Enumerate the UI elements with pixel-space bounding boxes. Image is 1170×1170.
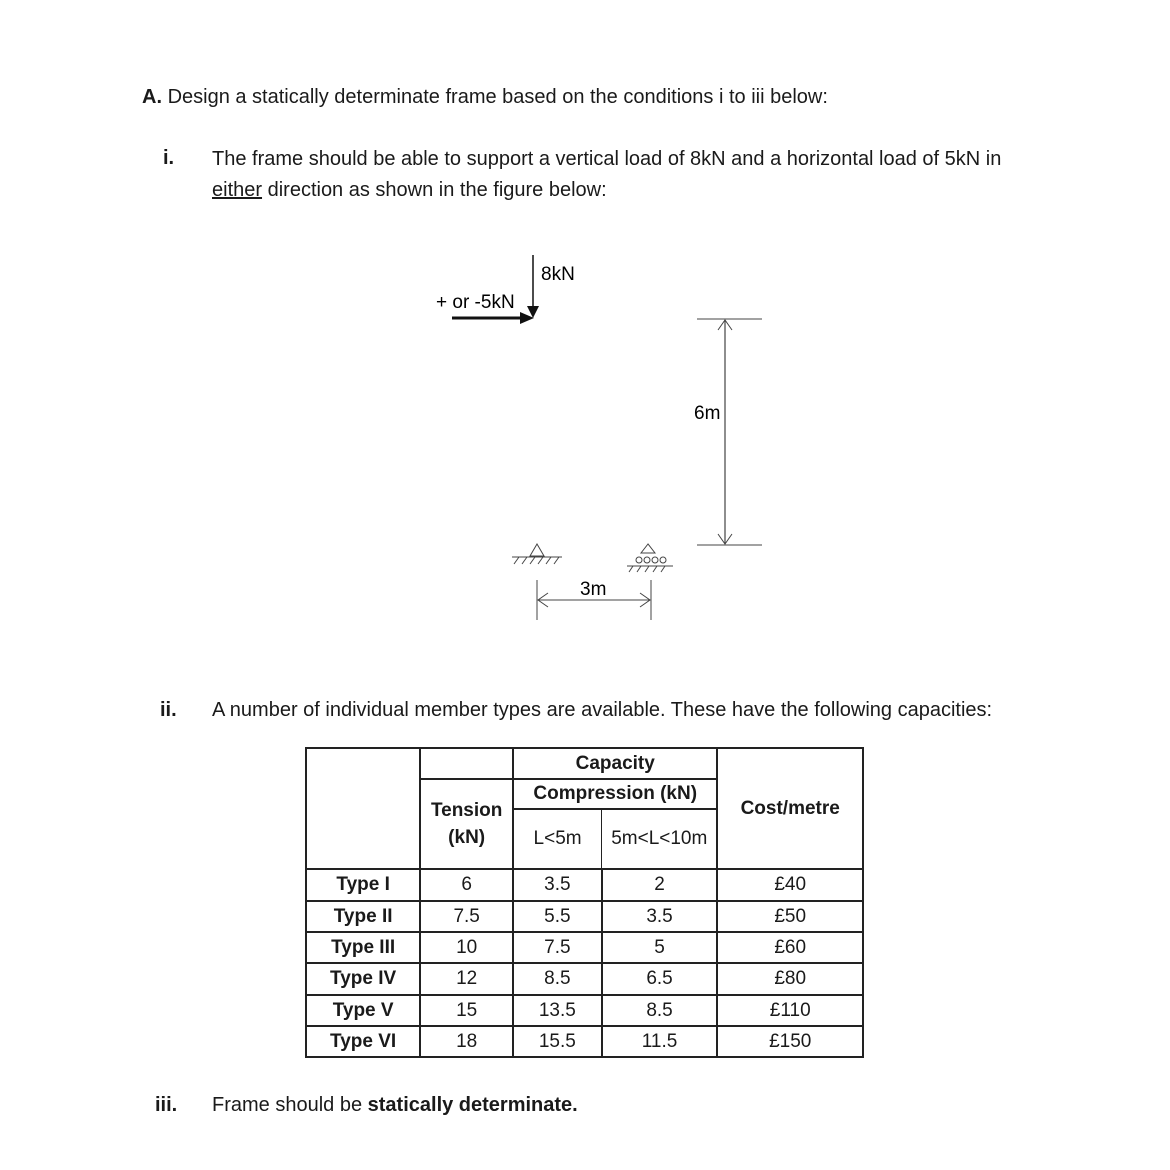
condition-iii-bold: statically determinate. [367, 1094, 578, 1116]
row-long: 6.5 [602, 963, 718, 995]
horizontal-load-label: + or -5kN [436, 292, 515, 313]
row-long: 3.5 [602, 901, 718, 932]
row-tension: 15 [420, 995, 513, 1026]
row-type: Type VI [306, 1026, 420, 1057]
row-tension: 12 [420, 963, 513, 995]
row-long: 8.5 [602, 995, 718, 1026]
table-row [306, 869, 863, 901]
cost-header: Cost/metre [717, 748, 863, 869]
row-type: Type II [306, 901, 420, 932]
row-cost: £150 [717, 1026, 863, 1057]
capacity-table [305, 747, 864, 1058]
table-row [306, 963, 863, 995]
table-row [306, 995, 863, 1026]
row-cost: £80 [717, 963, 863, 995]
condition-iii-text [212, 1090, 578, 1121]
condition-iii-text-before: Frame should be [212, 1094, 368, 1116]
row-short: 15.5 [513, 1026, 602, 1057]
condition-i-numeral: i. [163, 147, 175, 169]
condition-ii-numeral: ii. [160, 699, 177, 721]
row-short: 13.5 [513, 995, 602, 1026]
row-cost: £110 [717, 995, 863, 1026]
row-tension: 10 [420, 932, 513, 963]
row-cost: £50 [717, 901, 863, 932]
row-short: 3.5 [513, 869, 602, 901]
short-length-header: L<5m [513, 809, 602, 869]
capacity-header: Capacity [513, 748, 717, 779]
row-tension: 18 [420, 1026, 513, 1057]
table-row [306, 932, 863, 963]
condition-iii-numeral: iii. [155, 1094, 178, 1116]
condition-i-text-before: The frame should be able to support a vertical load of 8kN and a horizontal load of 5kN in [212, 148, 1002, 170]
long-length-header: 5m<L<10m [602, 809, 718, 869]
compression-header: Compression (kN) [513, 779, 717, 809]
section-label: A. [142, 86, 162, 108]
table-row [306, 1026, 863, 1057]
row-long: 5 [602, 932, 718, 963]
height-dim-label: 6m [694, 403, 721, 424]
condition-ii-text: A number of individual member types are available. These have the following capacities: [212, 699, 993, 721]
condition-i-text-after: direction as shown in the figure below: [262, 179, 607, 201]
row-tension: 6 [420, 869, 513, 901]
pin-support [512, 544, 562, 564]
row-short: 7.5 [513, 932, 602, 963]
row-type: Type III [306, 932, 420, 963]
row-cost: £60 [717, 932, 863, 963]
condition-i-underlined: either [212, 179, 263, 201]
tension-header-line1: Tension [430, 800, 503, 821]
row-tension: 7.5 [420, 901, 513, 932]
row-type: Type IV [306, 963, 420, 995]
row-cost: £40 [717, 869, 863, 901]
row-long: 11.5 [602, 1026, 718, 1057]
row-type: Type I [306, 869, 420, 901]
table-corner-cell [306, 748, 420, 869]
row-short: 8.5 [513, 963, 602, 995]
section-heading-text: Design a statically determinate frame based on the conditions i to iii below: [167, 86, 828, 108]
row-long: 2 [602, 869, 718, 901]
tension-header [420, 779, 513, 869]
vertical-load-label: 8kN [541, 264, 575, 285]
tension-header-line2: (kN) [448, 827, 486, 848]
span-dim-label: 3m [580, 579, 607, 600]
row-type: Type V [306, 995, 420, 1026]
table-row [306, 901, 863, 932]
row-short: 5.5 [513, 901, 602, 932]
roller-support [627, 544, 673, 572]
